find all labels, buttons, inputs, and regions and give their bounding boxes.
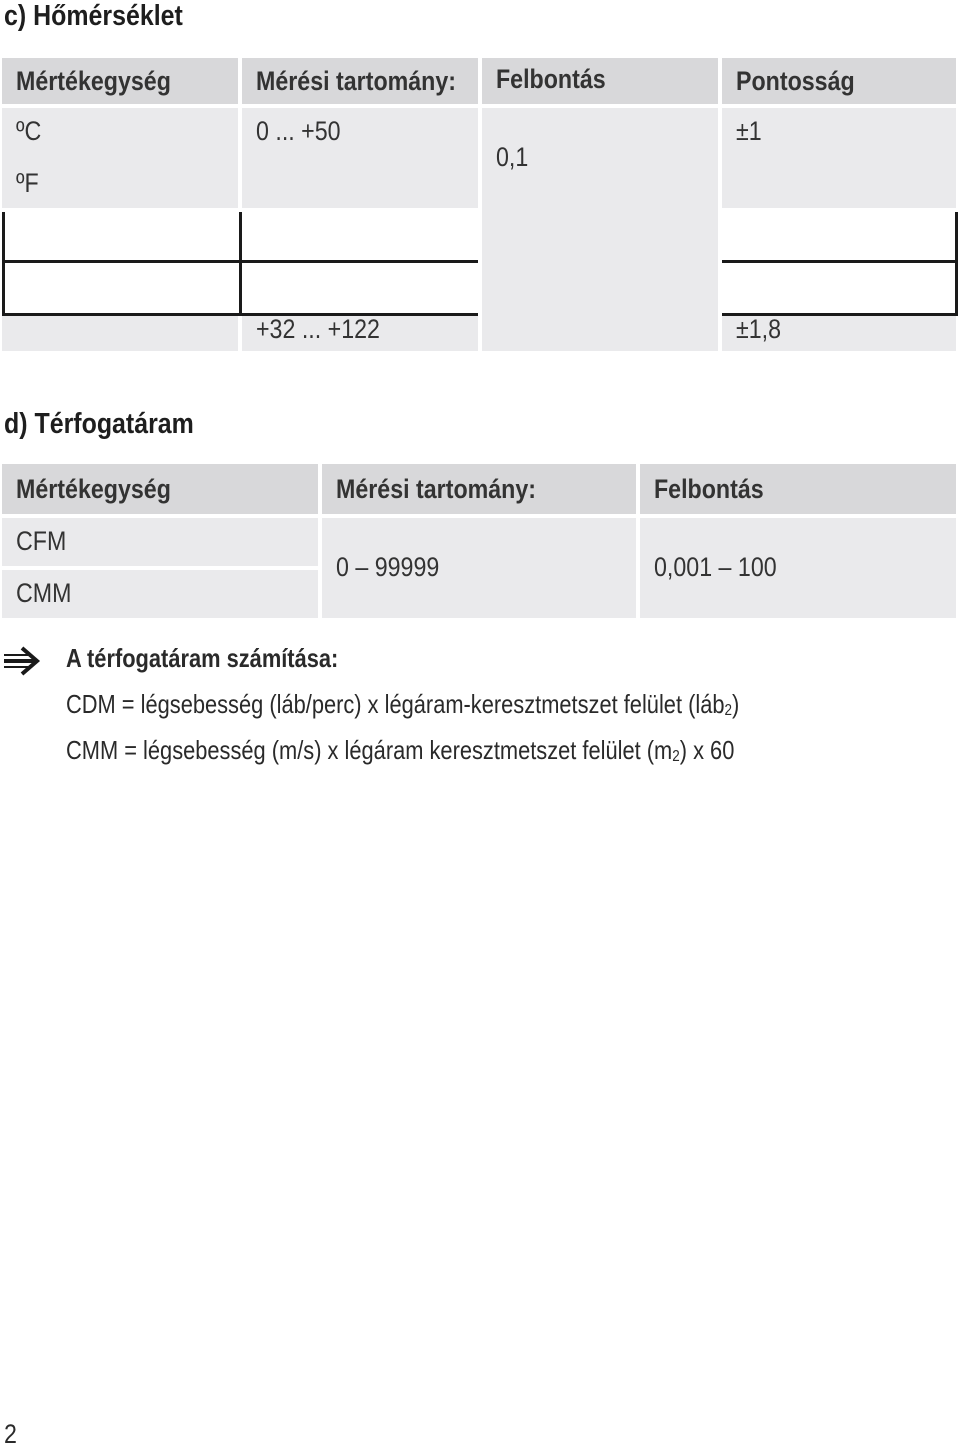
header-range: Mérési tartomány: <box>242 58 478 104</box>
unit-cmm: CMM <box>16 578 72 608</box>
range-value: 0 – 99999 <box>336 552 440 582</box>
range-cell <box>242 108 478 208</box>
header-range: Mérési tartomány: <box>322 464 636 514</box>
formula-cmm: CMM = légsebesség (m/s) x légáram keresztmetszet felület $(m_2)$ x 60 <box>66 735 735 765</box>
unit-cmm-cell <box>2 570 318 618</box>
formula-cfm: CDM = légsebesség (láb/perc) x légáram-keresztmetszet felület (láb$_2$) <box>66 689 740 719</box>
page-number: 2 <box>4 1419 17 1449</box>
range-celsius: 0 ... +50 <box>256 116 341 146</box>
unit-cfm: CFM <box>16 526 67 556</box>
header-unit: Mértékegység <box>2 58 238 104</box>
resolution-value: 0,1 <box>496 142 529 172</box>
border-line <box>722 260 958 263</box>
unit-cell <box>2 108 238 208</box>
unit-cfm-cell <box>2 518 318 566</box>
note-title: A térfogatáram számítása: <box>66 643 339 673</box>
header-resolution: Felbontás <box>640 464 956 514</box>
accuracy-cell-bottom <box>722 316 956 351</box>
border-line <box>239 212 242 316</box>
accuracy-fahrenheit: ±1,8 <box>736 314 782 344</box>
section-d-heading: d) Térfogatáram <box>4 408 194 440</box>
border-line <box>955 212 958 316</box>
header-unit: Mértékegység <box>2 464 318 514</box>
right-arrow-icon <box>2 644 42 678</box>
unit-celsius: ºC <box>16 116 42 146</box>
unit-cell-bottom <box>2 316 238 351</box>
range-cell <box>322 518 636 618</box>
accuracy-celsius: ±1 <box>736 116 762 146</box>
resolution-cell <box>640 518 956 618</box>
resolution-cell <box>482 108 718 351</box>
border-line <box>2 260 478 263</box>
header-accuracy: Pontosság <box>722 58 956 104</box>
unit-fahrenheit: ºF <box>16 168 39 198</box>
range-fahrenheit: +32 ... +122 <box>256 314 380 344</box>
range-cell-bottom <box>242 316 478 351</box>
border-line <box>2 212 5 316</box>
resolution-value: 0,001 – 100 <box>654 552 777 582</box>
accuracy-cell <box>722 108 956 208</box>
section-c-heading: c) Hőmérséklet <box>4 0 183 32</box>
header-resolution: Felbontás <box>482 58 718 104</box>
